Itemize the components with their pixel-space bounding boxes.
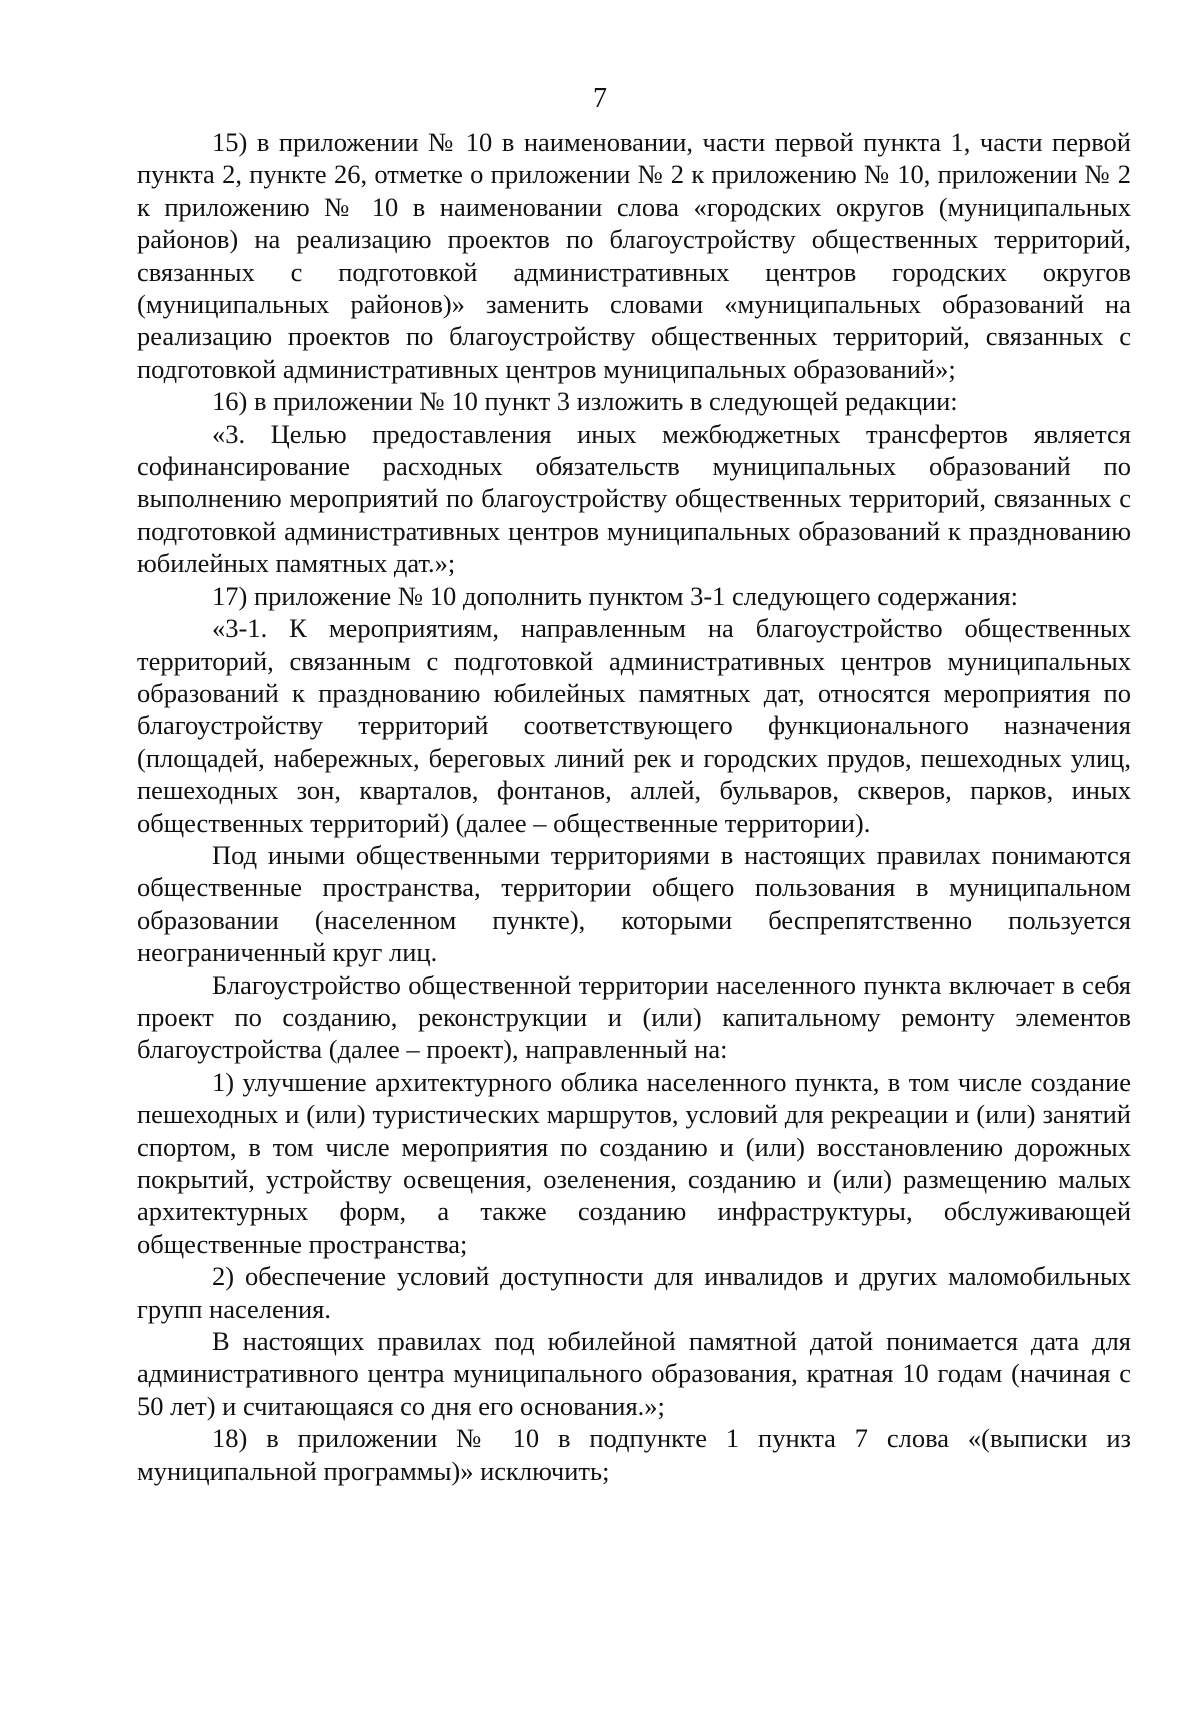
paragraph-item-16: 16) в приложении № 10 пункт 3 изложить в следующей редакции:	[212, 386, 958, 417]
paragraph-item-17-quote-part-4: В настоящих правилах под юбилейной памятной датой понимается дата для административного центра муниципального образования, кратная 10 годам (начиная с 50 лет) и считающаяся со дня его основания.»;	[137, 1326, 1131, 1421]
paragraph-item-17-subitem-2: 2) обеспечение условий доступности для инвалидов и других маломобильных групп населения.	[137, 1261, 1131, 1324]
paragraph-item-15: 15) в приложении № 10 в наименовании, части первой пункта 1, части первой пункта 2, пункте 26, отметке о приложении № 2 к приложению № 10, приложении № 2 к приложению № 10 в наименовании слова «городских округов (муниципальных районов) на реализацию проектов по благоустройству общественных территорий, связанных с подготовкой административных центров городских округов (муниципальных районов)» заменить словами «муниципальных образований на реализацию проектов по благоустройству общественных территорий, связанных с подготовкой административных центров муниципальных образований»;	[137, 127, 1131, 384]
paragraph-item-16-quote: «3. Целью предоставления иных межбюджетных трансфертов является софинансирование расходных обязательств муниципальных образований по выполнению мероприятий по благоустройству общественных территорий, связанных с подготовкой административных центров муниципальных образований к празднованию юбилейных памятных дат.»;	[137, 418, 1131, 579]
paragraph-item-17-quote-part-1: «3-1. К мероприятиям, направленным на благоустройство общественных территорий, связанным с подготовкой административных центров муниципальных образований к празднованию юбилейных памятных дат, относятся мероприятия по благоустройству территорий соответствующего функционального назначения (площадей, набережных, береговых линий рек и городских прудов, пешеходных улиц, пешеходных зон, кварталов, фонтанов, аллей, бульваров, скверов, парков, иных общественных территорий) (далее – общественные территории).	[137, 613, 1131, 838]
paragraph-item-17: 17) приложение № 10 дополнить пунктом 3-1 следующего содержания:	[212, 580, 1018, 611]
paragraph-item-17-quote-part-3: Благоустройство общественной территории населенного пункта включает в себя проект по созданию, реконструкции и (или) капитальному ремонту элементов благоустройства (далее – проект), направленный на:	[137, 969, 1131, 1065]
paragraph-item-18: 18) в приложении № 10 в подпункте 1 пункта 7 слова «(выписки из муниципальной программы)» исключить;	[137, 1423, 1131, 1486]
page-number: 7	[593, 83, 607, 114]
paragraph-item-17-quote-part-2: Под иными общественными территориями в настоящих правилах понимаются общественные пространства, территории общего пользования в муниципальном образовании (населенном пункте), которыми беспрепятственно пользуется неограниченный круг лиц.	[137, 839, 1131, 968]
paragraph-item-17-subitem-1: 1) улучшение архитектурного облика населенного пункта, в том числе создание пешеходных и (или) туристических маршрутов, условий для рекреации и (или) занятий спортом, в том числе мероприятия по созданию и (или) восстановлению дорожных покрытий, устройству освещения, озеленения, созданию и (или) размещению малых архитектурных форм, а также созданию инфраструктуры, обслуживающей общественные пространства;	[137, 1066, 1131, 1259]
document-body	[137, 126, 1131, 1487]
